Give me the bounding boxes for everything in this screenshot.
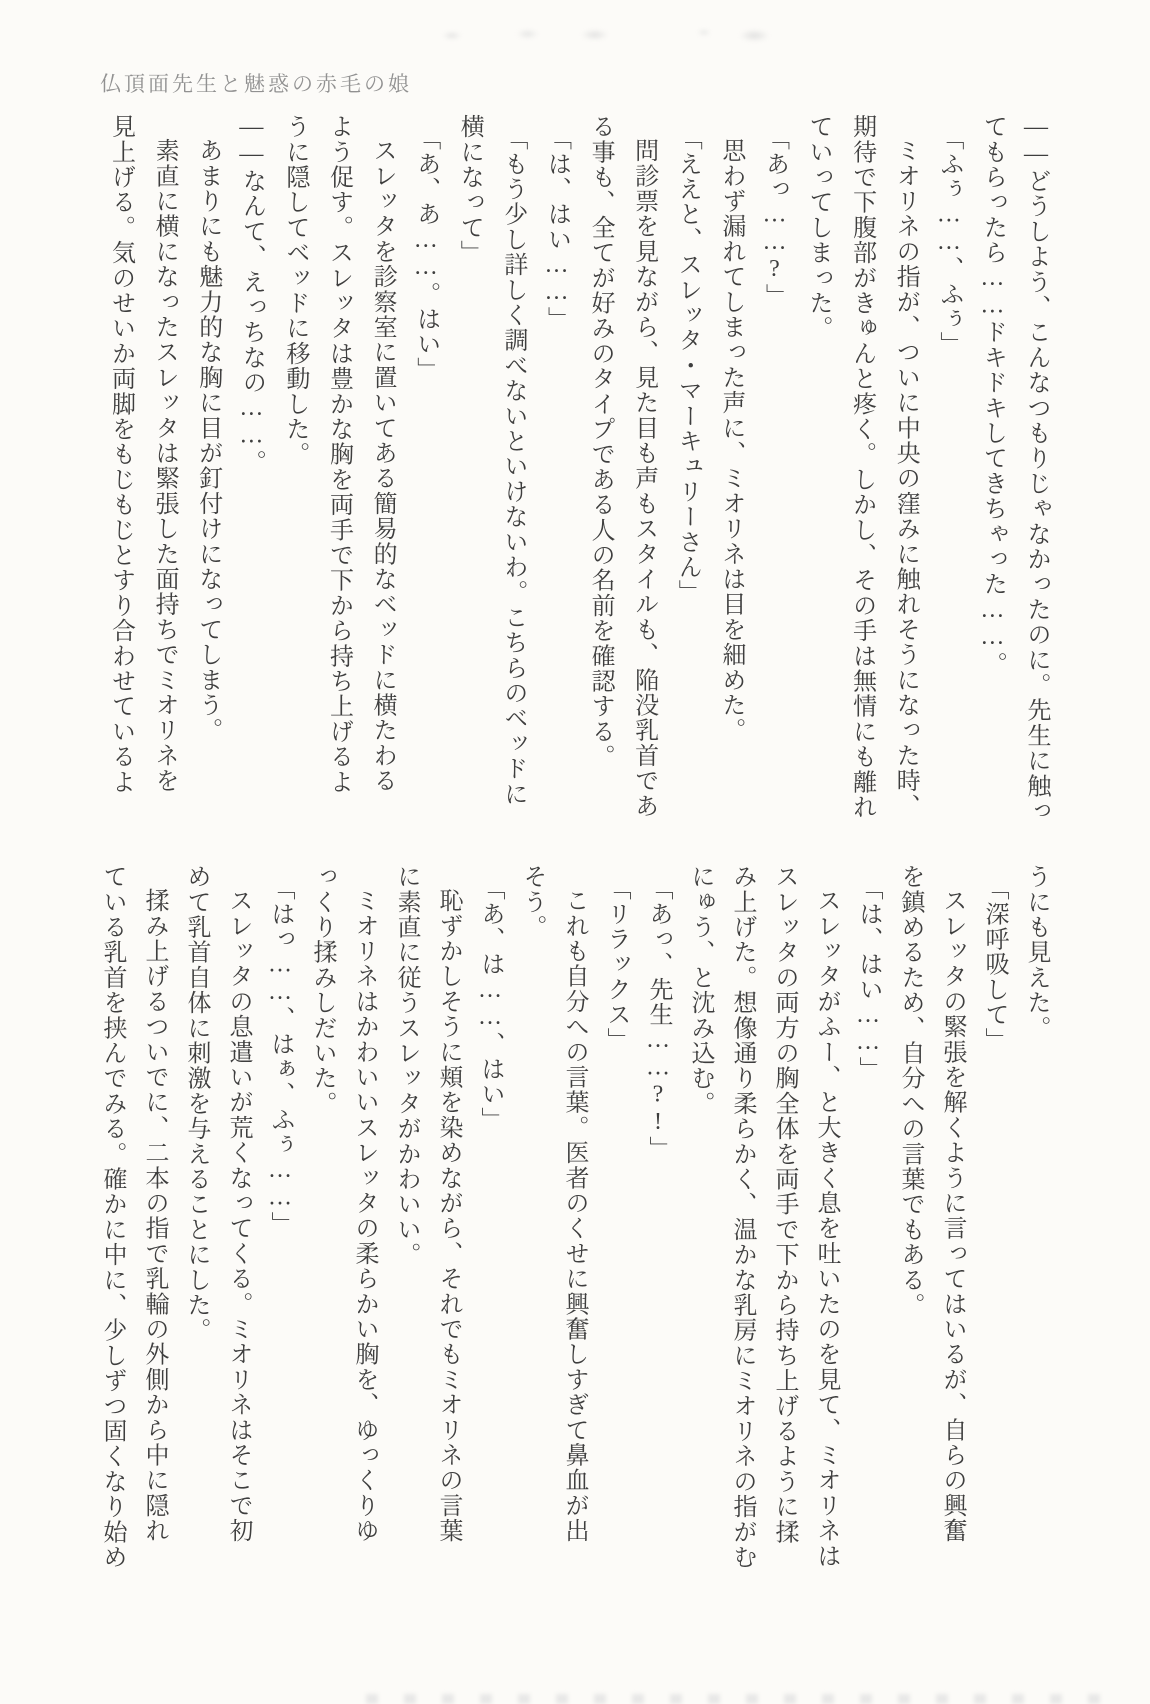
- vertical-text-line: そう。: [519, 864, 545, 940]
- page-running-header: 仏頂面先生と魅惑の赤毛の娘: [100, 72, 412, 96]
- vertical-text-line: 思わず漏れてしまった声に、ミオリネは目を細めた。: [717, 138, 744, 743]
- vertical-text-block-upper: [98, 114, 1057, 839]
- vertical-text-line: あまりにも魅力的な胸に目が釘付けになってしまう。: [194, 138, 221, 743]
- vertical-text-line: ――なんて、えっちなの……。: [238, 114, 265, 475]
- vertical-text-line: に素直に従うスレッタがかわいい。: [393, 864, 419, 1268]
- vertical-text-line: ――どうしよう、こんなつもりじゃなかったのに。先生に触っ: [1023, 114, 1049, 824]
- vertical-text-line: これも自分への言葉。医者のくせに興奮しすぎて鼻血が出: [561, 888, 587, 1544]
- vertical-text-line: 横になって」: [456, 114, 483, 266]
- vertical-text-line: 見上げる。気のせいか両脚をもじもじとすり合わせているよ: [107, 114, 134, 795]
- vertical-text-line: 恥ずかしそうに頬を染めながら、それでもミオリネの言葉: [435, 888, 461, 1544]
- vertical-text-block-lower: [91, 864, 1057, 1586]
- vertical-text-line: を鎮めるため、自分への言葉でもある。: [897, 864, 923, 1318]
- vertical-text-line: ていってしまった。: [805, 114, 832, 341]
- vertical-text-line: っくり揉みしだいた。: [309, 864, 335, 1116]
- vertical-text-line: 「は、はい……」: [855, 876, 881, 1082]
- vertical-text-line: 揉み上げるついでに、二本の指で乳輪の外側から中に隠れ: [141, 888, 167, 1544]
- vertical-text-line: ミオリネはかわいいスレッタの柔らかい胸を、ゆっくりゆ: [351, 888, 377, 1544]
- vertical-text-line: スレッタの緊張を解くように言ってはいるが、自らの興奮: [939, 888, 965, 1544]
- vertical-text-line: めて乳首自体に刺激を与えることにした。: [183, 864, 209, 1343]
- vertical-text-line: うに隠してベッドに移動した。: [281, 114, 308, 467]
- vertical-text-line: スレッタの息遣いが荒くなってくる。ミオリネはそこで初: [225, 888, 251, 1544]
- vertical-text-line: ミオリネの指が、ついに中央の窪みに触れそうになった時、: [892, 138, 919, 819]
- vertical-text-line: 「あ、あ……。はい」: [412, 126, 439, 382]
- vertical-text-line: うにも見えた。: [1023, 864, 1049, 1041]
- vertical-text-line: み上げた。想像通り柔らかく、温かな乳房にミオリネの指がむ: [729, 864, 755, 1570]
- vertical-text-line: 「リラックス」: [603, 876, 629, 1053]
- vertical-text-line: 「深呼吸して」: [981, 876, 1007, 1053]
- vertical-text-line: 「ええと、スレッタ・マーキュリーさん」: [674, 126, 701, 605]
- vertical-text-line: にゅう、と沈み込む。: [687, 864, 713, 1116]
- vertical-text-line: 「は、はい……」: [543, 126, 570, 332]
- vertical-text-line: 問診票を見ながら、見た目も声もスタイルも、陥没乳首であ: [630, 138, 657, 819]
- vertical-text-line: 「ふぅ……、ふぅ」: [935, 126, 962, 357]
- vertical-text-line: 期待で下腹部がきゅんと疼く。しかし、その手は無情にも離れ: [848, 114, 875, 820]
- vertical-text-line: ている乳首を挟んでみる。確かに中に、少しずつ固くなり始め: [99, 864, 125, 1570]
- vertical-text-line: スレッタを診察室に置いてある簡易的なベッドに横たわる: [369, 138, 396, 794]
- vertical-text-line: てもらったら……ドキドキしてきちゃった……。: [979, 114, 1006, 677]
- vertical-text-line: スレッタの両方の胸全体を両手で下から持ち上げるように揉: [771, 864, 797, 1545]
- scan-artifact-top: [410, 26, 830, 42]
- vertical-text-line: る事も、全てが好みのタイプである人の名前を確認する。: [587, 114, 614, 770]
- vertical-text-line: スレッタがふー、と大きく息を吐いたのを見て、ミオリネは: [813, 888, 839, 1569]
- vertical-text-line: 素直に横になったスレッタは緊張した面持ちでミオリネを: [151, 138, 178, 794]
- vertical-text-line: 「あっ……?」: [761, 126, 788, 309]
- vertical-text-line: 「はっ……、はぁ、ふぅ……」: [267, 876, 293, 1237]
- vertical-text-line: 「もう少し詳しく調べないといけないわ。こちらのベッドに: [499, 126, 526, 807]
- vertical-text-line: 「あ、は……、はい」: [477, 876, 503, 1132]
- scan-artifact-bottom: [340, 1694, 1120, 1704]
- vertical-text-line: 「あっ、先生……?!」: [645, 876, 671, 1162]
- vertical-text-line: よう促す。スレッタは豊かな胸を両手で下から持ち上げるよ: [325, 114, 352, 795]
